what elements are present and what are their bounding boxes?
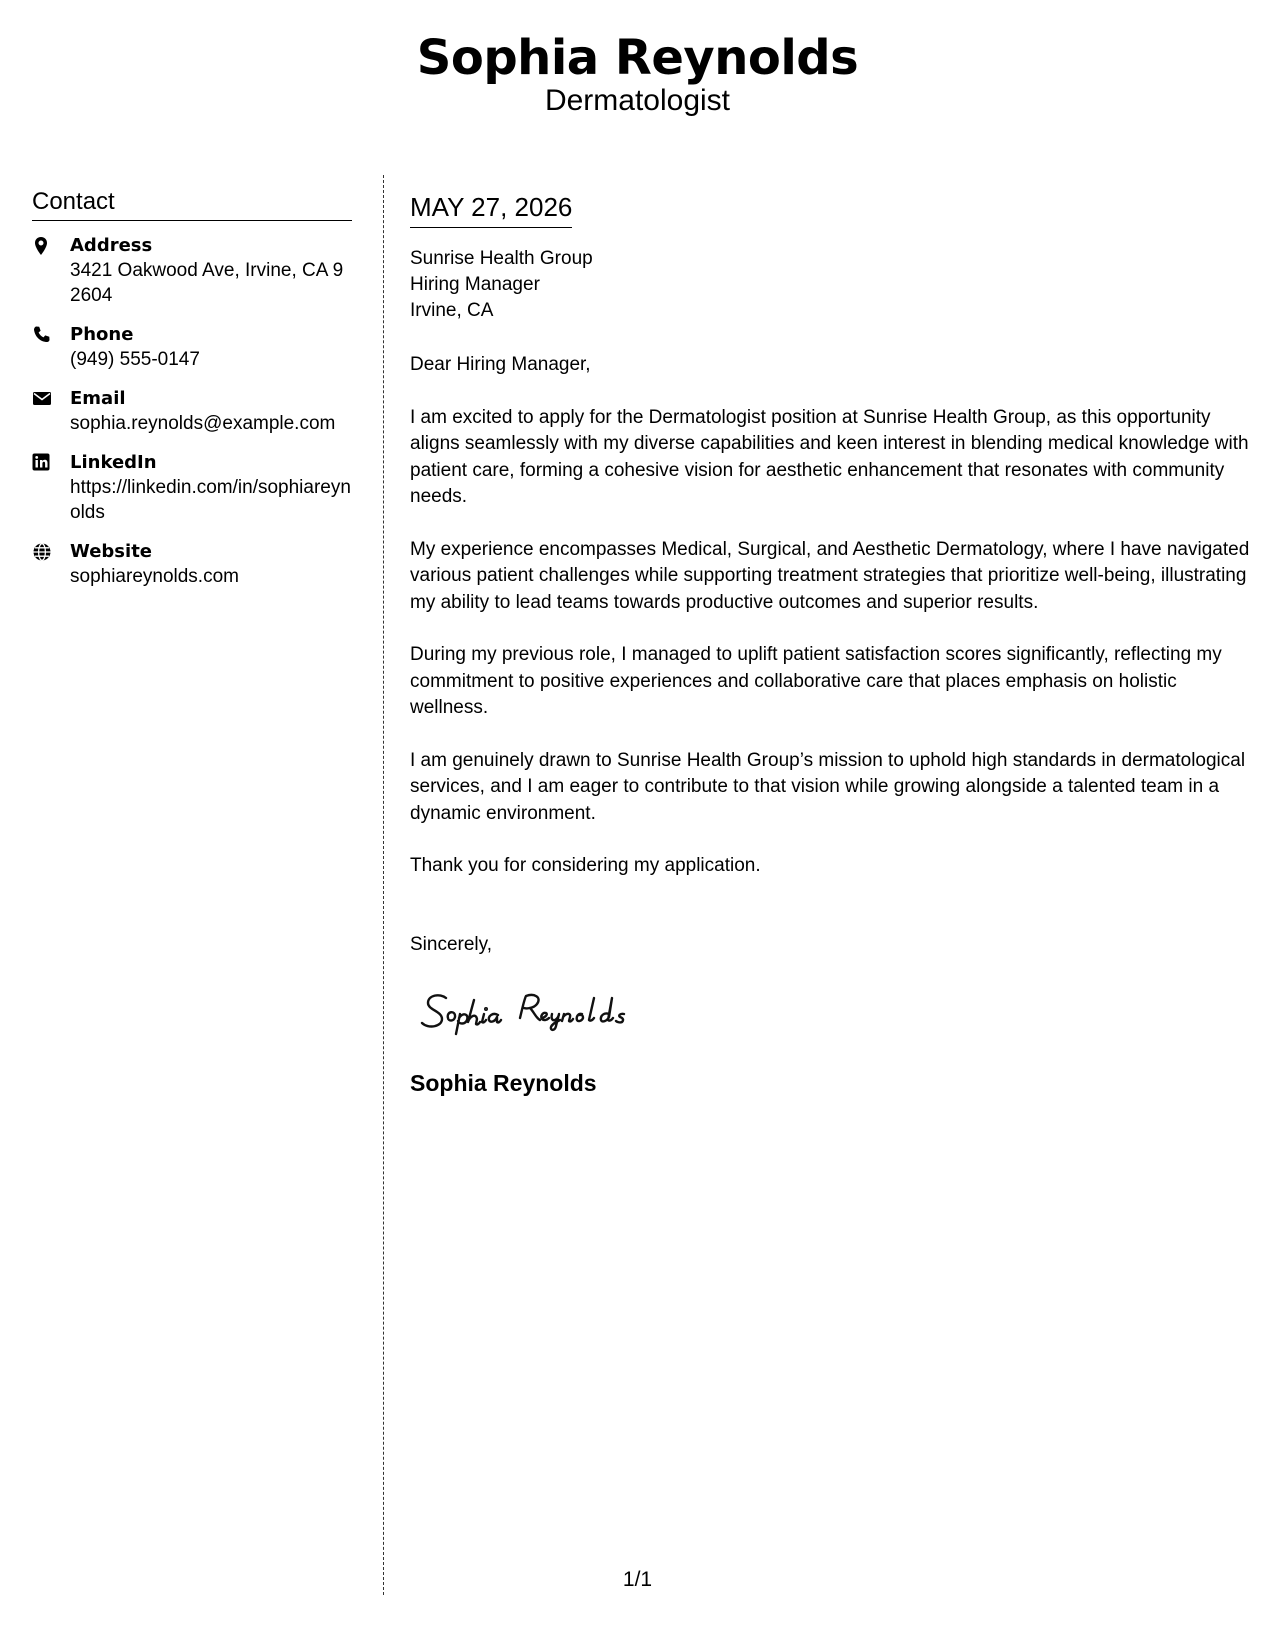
map-pin-icon bbox=[32, 233, 70, 308]
contact-item-email bbox=[32, 386, 352, 436]
contact-heading: Contact bbox=[32, 188, 352, 221]
linkedin-value[interactable]: https://linkedin.com/in/sophiareynolds bbox=[70, 477, 351, 523]
body-paragraph: I am genuinely drawn to Sunrise Health Group’s mission to uphold high standards in dermatological services, and I am eager to contribute to that vision while growing alongside a talented team in a dynamic environment. bbox=[410, 749, 1246, 824]
column-divider bbox=[383, 175, 384, 1595]
letter-body bbox=[410, 190, 1250, 1097]
contact-label: LinkedIn bbox=[70, 452, 157, 473]
email-value[interactable]: sophia.reynolds@example.com bbox=[70, 413, 336, 434]
applicant-name: Sophia Reynolds bbox=[416, 30, 859, 86]
address-value: 3421 Oakwood Ave, Irvine, CA 92604 bbox=[70, 260, 344, 306]
phone-icon bbox=[32, 322, 70, 372]
closing: Sincerely, bbox=[410, 933, 493, 955]
recipient-block bbox=[410, 246, 1250, 324]
linkedin-icon bbox=[32, 450, 70, 525]
contact-item-linkedin bbox=[32, 450, 352, 525]
handwritten-signature bbox=[418, 978, 1250, 1048]
letter-date: MAY 27, 2026 bbox=[410, 190, 572, 228]
recipient-line: Sunrise Health Group bbox=[410, 248, 593, 269]
applicant-title: Dermatologist bbox=[544, 83, 731, 117]
signer-name: Sophia Reynolds bbox=[410, 1070, 597, 1096]
contact-label: Email bbox=[70, 388, 126, 409]
recipient-line: Irvine, CA bbox=[410, 300, 494, 321]
envelope-icon bbox=[32, 386, 70, 436]
phone-value[interactable]: (949) 555-0147 bbox=[70, 349, 200, 370]
contact-sidebar bbox=[32, 188, 352, 603]
contact-item-address bbox=[32, 233, 352, 308]
body-paragraph: My experience encompasses Medical, Surgical, and Aesthetic Dermatology, where I have navigated various patient challenges while supporting treatment strategies that prioritize well-being, illustrating my ability to lead teams towards productive outcomes and superior results. bbox=[410, 538, 1250, 613]
letter-header bbox=[0, 30, 1275, 117]
contact-label: Phone bbox=[70, 324, 134, 345]
website-value[interactable]: sophiareynolds.com bbox=[70, 566, 239, 587]
salutation: Dear Hiring Manager, bbox=[410, 354, 591, 375]
contact-item-website bbox=[32, 539, 352, 589]
recipient-line: Hiring Manager bbox=[410, 274, 540, 295]
body-paragraph: During my previous role, I managed to uplift patient satisfaction scores significantly, reflecting my commitment to positive experiences and collaborative care that places emphasis on holistic wellness. bbox=[410, 644, 1222, 718]
contact-label: Website bbox=[70, 541, 153, 562]
body-paragraph: I am excited to apply for the Dermatologist position at Sunrise Health Group, as this opportunity aligns seamlessly with my diverse capabilities and keen interest in blending medical knowledge with patient care, forming a cohesive vision for aesthetic enhancement that resonates with community needs. bbox=[410, 406, 1249, 507]
body-paragraph: Thank you for considering my application. bbox=[410, 855, 761, 876]
page-number: 1/1 bbox=[622, 1568, 653, 1591]
contact-item-phone bbox=[32, 322, 352, 372]
contact-label: Address bbox=[70, 235, 153, 256]
globe-icon bbox=[32, 539, 70, 589]
contact-list bbox=[32, 233, 352, 589]
